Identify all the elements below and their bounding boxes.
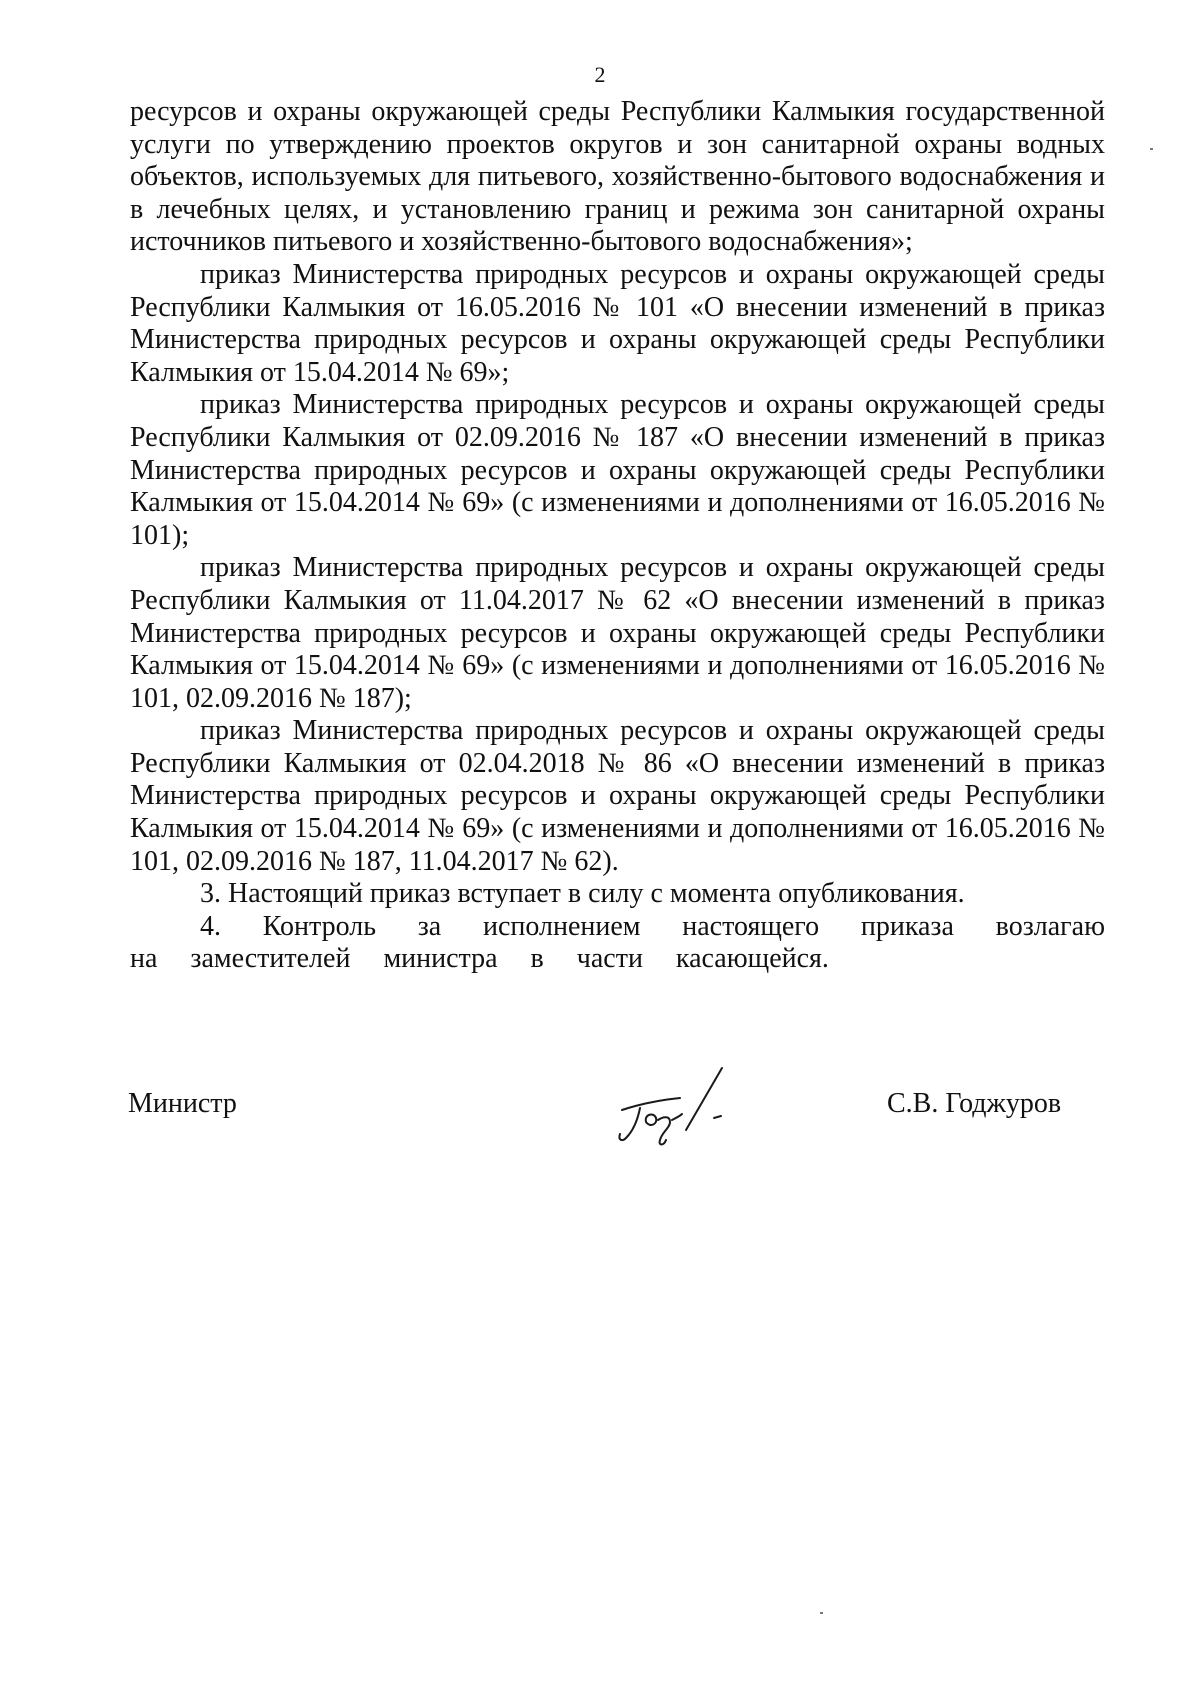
paragraph-continuation: ресурсов и охраны окружающей среды Республики Калмыкия государственной услуги по утверждению проектов округов и зон санитарной охраны водных объектов, используемых для питьевого, хозяйственно-бытового водоснабжения и в лечебных целях, и установлению границ и режима зон санитарной охраны источников питьевого и хозяйственно-бытового водоснабжения»; xyxy=(130,96,1105,258)
paragraph-item-3: 3. Настоящий приказ вступает в силу с момента опубликования. xyxy=(200,878,965,910)
scan-speck xyxy=(1150,148,1153,150)
signature-block xyxy=(0,1060,1200,1180)
paragraph-order-2018-86: приказ Министерства природных ресурсов и охраны окружающей среды Республики Калмыкия от 02.04.2018 № 86 «О внесении изменений в приказ Министерства природных ресурсов и охраны окружающей среды Республики Калмыкия от 15.04.2014 № 69» (с изменениями и дополнениями от 16.05.2016 № 101, 02.09.2016 № 187, 11.04.2017 № 62). xyxy=(130,715,1105,877)
document-body xyxy=(130,96,1105,976)
signer-name: С.В. Годжуров xyxy=(887,1088,1062,1119)
signer-position: Министр xyxy=(128,1088,237,1119)
page-number: 2 xyxy=(594,62,606,87)
paragraph-order-2016-101: приказ Министерства природных ресурсов и охраны окружающей среды Республики Калмыкия от 16.05.2016 № 101 «О внесении изменений в приказ Министерства природных ресурсов и охраны окружающей среды Республики Калмыкия от 15.04.2014 № 69»; xyxy=(130,258,1105,388)
scan-speck xyxy=(820,1612,823,1614)
paragraph-order-2016-187: приказ Министерства природных ресурсов и охраны окружающей среды Республики Калмыкия от 02.09.2016 № 187 «О внесении изменений в приказ Министерства природных ресурсов и охраны окружающей среды Республики Калмыкия от 15.04.2014 № 69» (с изменениями и дополнениями от 16.05.2016 № 101); xyxy=(130,389,1105,551)
paragraph-item-4: 4. Контроль за исполнением настоящего приказа возлагаю на заместителей министра в части касающейся. xyxy=(130,910,1105,975)
paragraph-order-2017-62: приказ Министерства природных ресурсов и охраны окружающей среды Республики Калмыкия от 11.04.2017 № 62 «О внесении изменений в приказ Министерства природных ресурсов и охраны окружающей среды Республики Калмыкия от 15.04.2014 № 69» (с изменениями и дополнениями от 16.05.2016 № 101, 02.09.2016 № 187); xyxy=(130,552,1105,714)
handwritten-signature-icon xyxy=(600,1060,750,1152)
